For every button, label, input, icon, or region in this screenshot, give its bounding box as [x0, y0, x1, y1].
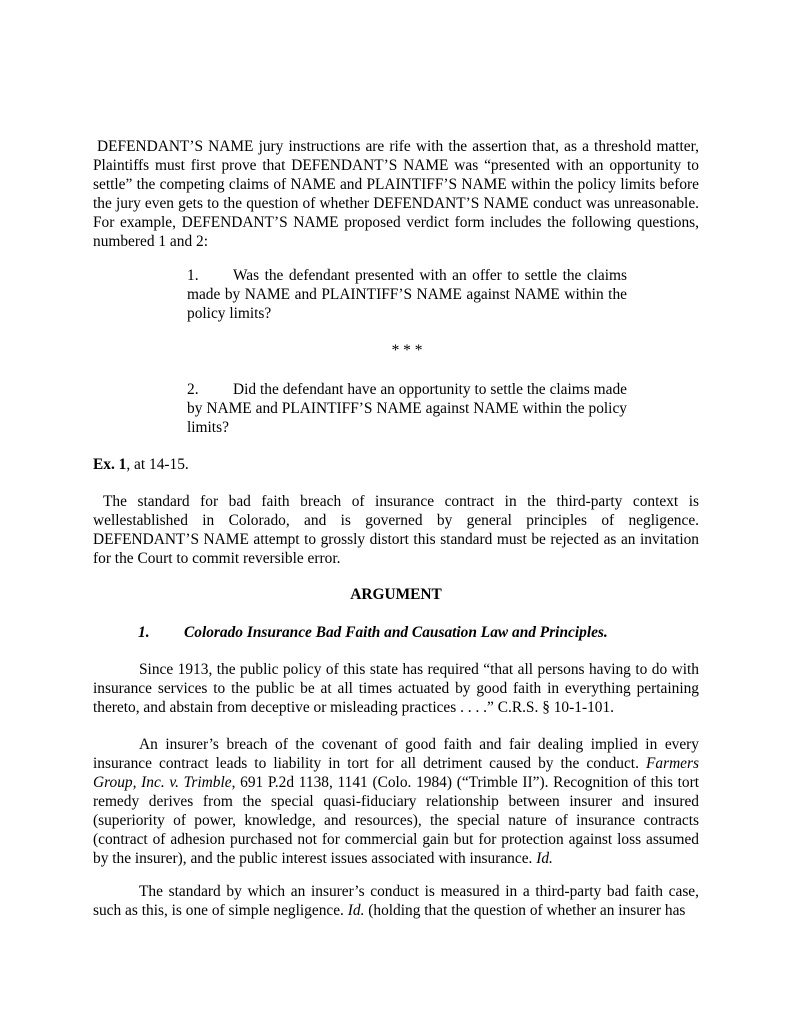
id-citation: Id.: [347, 902, 365, 919]
breach-paragraph: [93, 735, 699, 868]
exhibit-citation: [93, 455, 699, 474]
intro-paragraph: DEFENDANT’S NAME jury instructions are rife with the assertion that, as a threshold matter, Plaintiffs must first prove that DEFENDANT’S NAME was “presented with an opportunity to settle” the competing claims of NAME and PLAINTIFF’S NAME within the policy limits before the jury even gets to the question of whether DEFENDANT’S NAME conduct was unreasonable. For example, DEFENDANT’S NAME proposed verdict form includes the following questions, numbered 1 and 2:: [93, 138, 699, 250]
negligence-text: The standard by which an insurer’s conduct is measured in a third-party bad faith case, such as this, is one of simple negligence.: [93, 883, 699, 919]
verdict-question-2: [187, 380, 627, 437]
breach-text-continued: , 691 P.2d 1138, 1141 (Colo. 1984) (“Trimble II”). Recognition of this tort remedy derives from the special quasi-fiduciary relationship between insurer and insured (superiority of power, knowledge, and resources), the special nature of insurance contracts (contract of adhesion purchased not for commercial gain but for protection against loss assumed by the insurer), and the public interest issues associated with insurance.: [93, 774, 700, 867]
question-text: Did the defendant have an opportunity to settle the claims made by NAME and PLAINTIFF’S NAME against NAME within the policy limits?: [187, 381, 627, 436]
ellipsis-separator: * * *: [391, 342, 423, 359]
exhibit-label: Ex. 1: [93, 456, 127, 473]
argument-heading: ARGUMENT: [350, 586, 442, 603]
question-number: 2.: [187, 381, 199, 398]
negligence-paragraph: [93, 882, 699, 920]
case-citation: Farmers Group, Inc. v. Trimble: [93, 755, 699, 791]
section-title: Colorado Insurance Bad Faith and Causation Law and Principles.: [184, 624, 608, 641]
section-heading-1: [138, 623, 698, 642]
verdict-question-1: [187, 266, 627, 323]
breach-text: An insurer’s breach of the covenant of good faith and fair dealing implied in every insurance contract leads to liability in tort for all detriment caused by the conduct.: [93, 736, 699, 772]
exhibit-pages: , at 14-15.: [126, 456, 189, 473]
standard-paragraph: The standard for bad faith breach of insurance contract in the third-party context is wellestablished in Colorado, and is governed by general principles of negligence. DEFENDANT’S NAME attempt to grossly distort this standard must be rejected as an invitation for the Court to commit reversible error.: [93, 493, 699, 567]
section-number: 1.: [138, 624, 150, 641]
policy-paragraph: Since 1913, the public policy of this state has required “that all persons having to do with insurance services to the public be at all times actuated by good faith in everything pertaining thereto, and abstain from deceptive or misleading practices . . . .” C.R.S. § 10-1-101.: [93, 661, 699, 716]
id-citation: Id.: [536, 850, 553, 867]
negligence-text-continued: (holding that the question of whether an insurer has: [364, 902, 686, 919]
question-number: 1.: [187, 267, 199, 284]
question-text: Was the defendant presented with an offer to settle the claims made by NAME and PLAINTIFF’S NAME against NAME within the policy limits?: [187, 267, 627, 322]
